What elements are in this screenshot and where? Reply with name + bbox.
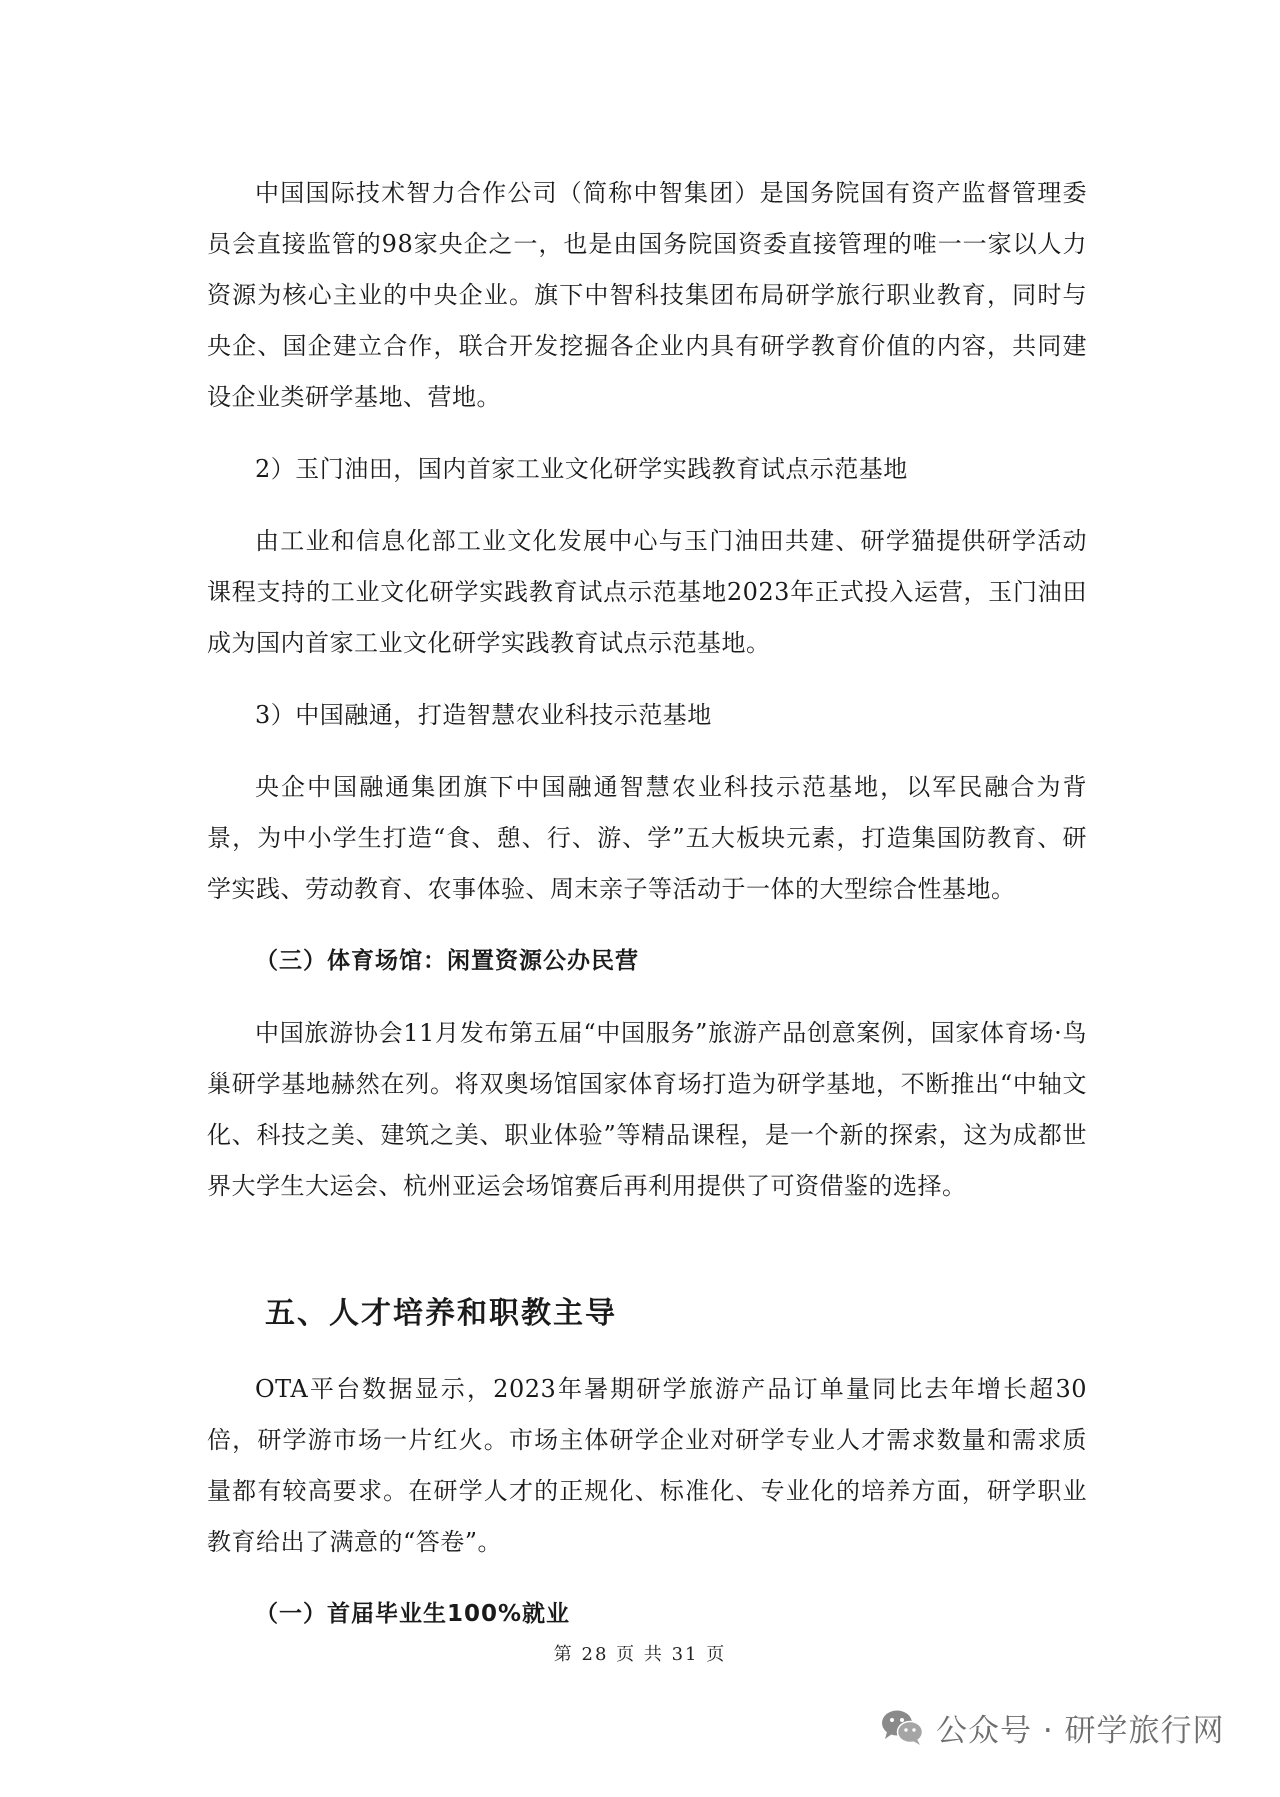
item-heading-yumen: 2）玉门油田，国内首家工业文化研学实践教育试点示范基地 <box>255 455 908 483</box>
watermark <box>880 1705 1225 1749</box>
section-title-talent: 五、人才培养和职教主导 <box>265 1296 617 1331</box>
paragraph-rongtong: 央企中国融通集团旗下中国融通智慧农业科技示范基地，以军民融合为背景，为中小学生打造“食、憩、行、游、学”五大板块元素，打造集国防教育、研学实践、劳动教育、农事体验、周末亲子等活动于一体的大型综合性基地。 <box>207 773 1087 903</box>
paragraph-birdsnest: 中国旅游协会11月发布第五届“中国服务”旅游产品创意案例，国家体育场·鸟巢研学基地赫然在列。将双奥场馆国家体育场打造为研学基地，不断推出“中轴文化、科技之美、建筑之美、职业体验”等精品课程，是一个新的探索，这为成都世界大学生大运会、杭州亚运会场馆赛后再利用提供了可资借鉴的选择。 <box>207 1019 1087 1200</box>
wechat-icon <box>880 1708 924 1746</box>
subheading-graduates: （一）首届毕业生100%就业 <box>255 1601 571 1627</box>
subheading-stadiums: （三）体育场馆：闲置资源公办民营 <box>255 948 639 974</box>
page-number: 第 28 页 共 31 页 <box>553 1644 727 1665</box>
paragraph-ota: OTA平台数据显示，2023年暑期研学旅游产品订单量同比去年增长超30倍，研学游市场一片红火。市场主体研学企业对研学专业人才需求数量和需求质量都有较高要求。在研学人才的正规化、标准化、专业化的培养方面，研学职业教育给出了满意的“答卷”。 <box>207 1375 1087 1556</box>
document-body <box>207 168 1087 1661</box>
item-heading-rongtong: 3）中国融通，打造智慧农业科技示范基地 <box>255 701 712 729</box>
paragraph-zhongzhi: 中国国际技术智力合作公司（简称中智集团）是国务院国有资产监督管理委员会直接监管的98家央企之一，也是由国务院国资委直接管理的唯一一家以人力资源为核心主业的中央企业。旗下中智科技集团布局研学旅行职业教育，同时与央企、国企建立合作，联合开发挖掘各企业内具有研学教育价值的内容，共同建设企业类研学基地、营地。 <box>207 179 1087 411</box>
paragraph-yumen: 由工业和信息化部工业文化发展中心与玉门油田共建、研学猫提供研学活动课程支持的工业文化研学实践教育试点示范基地2023年正式投入运营，玉门油田成为国内首家工业文化研学实践教育试点示范基地。 <box>207 527 1087 657</box>
watermark-text: 公众号 · 研学旅行网 <box>936 1712 1225 1749</box>
